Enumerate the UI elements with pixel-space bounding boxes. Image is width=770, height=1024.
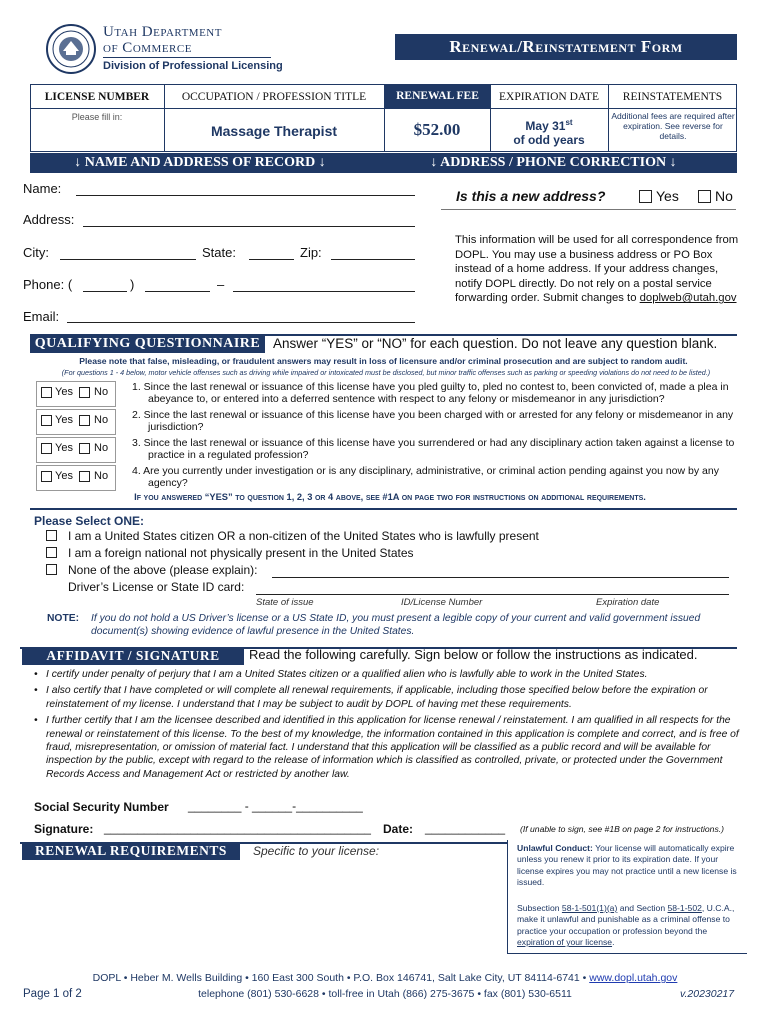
state-of-issue-caption: State of issue xyxy=(256,597,314,608)
affidavit-bullet-3: I further certify that I am the licensee described and identified in this application for license renewal / reinstatement. I am qualified in all respects for the renewal or reinstatement of this license. To the best of my knowledge, the information contained in this application is complete and correct, and is free of fraud, misrepresentation, or omission of material fact. I understand that this application will be classified as a public record and will be available for inspection by the public, except with regard to the release of information which is classified as controlled, private, or protected under the Government Records Access and Management Act or restricted by another law. xyxy=(46,715,739,780)
q1-yes-label: Yes xyxy=(55,386,73,398)
footer-website-link[interactable]: www.dopl.utah.gov xyxy=(589,972,678,984)
reinstatement-note: Additional fees are required after expiration. See reverse for details. xyxy=(611,111,735,141)
affidavit-instruction: Read the following carefully. Sign below or follow the instructions as indicated. xyxy=(249,647,698,662)
q3-no-checkbox[interactable] xyxy=(79,443,90,454)
q4-yes-checkbox[interactable] xyxy=(41,471,52,482)
note-text: If you do not hold a US Driver’s license or a US State ID, you must present a legible copy of your current and valid government issued document(s) showing evidence of lawful presence in the United States. xyxy=(91,613,701,637)
question-row-1 xyxy=(36,381,741,409)
question-row-2 xyxy=(36,409,741,437)
phone-paren: ) xyxy=(130,277,135,292)
new-address-no-checkbox[interactable] xyxy=(698,190,711,203)
question-2-text: 2. Since the last renewal or issuance of this license have you been charged with or arrested for any felony or misdemeanor in any jurisdiction? xyxy=(132,409,734,433)
option-citizen-label: I am a United States citizen OR a non-citizen of the United States who is lawfully present xyxy=(68,529,539,543)
questionnaire-warning: Please note that false, misleading, or fraudulent answers may result in loss of licensure and/or criminal prosecution and are subject to random audit. xyxy=(79,356,688,366)
correction-email-link[interactable]: doplweb@utah.gov xyxy=(639,292,737,305)
q2-yes-checkbox[interactable] xyxy=(41,415,52,426)
if-yes-note: If you answered “YES” to question 1, 2, 3 or 4 above, see #1A on page two for instructions on additional requirements. xyxy=(134,492,646,502)
question-row-3 xyxy=(36,437,741,465)
footer-phones: telephone (801) 530-6628 • toll-free in Utah (866) 275-3675 • fax (801) 530-6511 xyxy=(198,988,572,1000)
org-line1: Utah Department xyxy=(103,24,222,40)
subsection-p1: Subsection xyxy=(517,903,562,913)
affidavit-bullet-2: I also certify that I have completed or will complete all renewal requirements, if applicable, including those specified below before the expiration or reinstatement of my license. I understand that I may be subject to audit by DOPL of having met these requirements. xyxy=(46,685,708,710)
state-seal-logo xyxy=(46,24,96,74)
zip-label: Zip: xyxy=(300,245,322,260)
col-expiration-date: EXPIRATION DATE xyxy=(499,91,599,103)
subsection-p3: , U.C.A., make it unlawful and punishable as a criminal offense to practice your occupation or profession beyond the xyxy=(517,903,735,936)
q3-no-label: No xyxy=(94,442,109,454)
subsection-link-1[interactable]: 58-1-501(1)(a) xyxy=(561,903,618,913)
requirements-heading: RENEWAL REQUIREMENTS xyxy=(22,842,240,860)
new-address-yes-label: Yes xyxy=(656,188,679,204)
correction-box xyxy=(441,209,736,210)
col-license-number: LICENSE NUMBER xyxy=(44,91,150,103)
address-correction-bar: ↓ ADDRESS / PHONE CORRECTION ↓ xyxy=(370,153,737,173)
question-3-text: 3. Since the last renewal or issuance of this license have you surrendered or had any disciplinary action taken against a license to practice in a regulated profession? xyxy=(132,437,735,461)
new-address-yes-checkbox[interactable] xyxy=(639,190,652,203)
org-name xyxy=(103,24,222,56)
correction-info xyxy=(455,233,747,306)
affidavit-heading: AFFIDAVIT / SIGNATURE xyxy=(22,647,244,665)
questionnaire-note: (For questions 1 - 4 below, motor vehicle offenses such as driving while impaired or intoxicated must be disclosed, but minor traffic offenses such as parking or speeding violations do not need to be listed.) xyxy=(61,368,711,377)
phone-label: Phone: ( xyxy=(23,277,73,292)
phone-prefix-field[interactable] xyxy=(145,291,210,292)
form-version: v.20230217 xyxy=(680,988,735,1000)
date-label: Date: xyxy=(383,822,414,836)
select-one-heading: Please Select ONE: xyxy=(34,514,145,528)
expiration-caption: Expiration date xyxy=(596,597,660,608)
expiration-value xyxy=(490,116,608,147)
state-field[interactable] xyxy=(249,259,294,260)
unlawful-conduct-text xyxy=(517,843,744,889)
option-none-label: None of the above (please explain): xyxy=(68,563,258,577)
footer-address-text: DOPL • Heber M. Wells Building • 160 East 300 South • P.O. Box 146741, Salt Lake City, UT 84114-6741 • xyxy=(92,972,590,984)
requirements-specific: Specific to your license: xyxy=(253,844,380,858)
requirements-area[interactable] xyxy=(22,862,502,952)
form-title: Renewal/Reinstatement Form xyxy=(395,34,737,60)
expiration-line1: May 31 xyxy=(525,119,566,133)
signature-field[interactable]: ________________________________________ xyxy=(104,821,371,835)
id-number-caption: ID/License Number xyxy=(401,597,483,608)
division-name: Division of Professional Licensing xyxy=(103,60,283,72)
phone-number-field[interactable] xyxy=(233,291,415,292)
q2-no-checkbox[interactable] xyxy=(79,415,90,426)
q4-no-label: No xyxy=(94,470,109,482)
license-number-hint: Please fill in: xyxy=(71,112,123,122)
lawful-presence-note xyxy=(47,612,737,638)
col-renewal-fee: RENEWAL FEE xyxy=(385,85,490,108)
address-field[interactable] xyxy=(83,226,415,227)
expiration-sup: st xyxy=(565,118,573,127)
question-row-4 xyxy=(36,465,741,493)
option-foreign-checkbox[interactable] xyxy=(46,547,57,558)
subsection-p4: . xyxy=(612,937,615,948)
note-label: NOTE: xyxy=(47,613,80,624)
q2-yes-label: Yes xyxy=(55,414,73,426)
option-foreign-label: I am a foreign national not physically present in the United States xyxy=(68,546,414,560)
q2-no-label: No xyxy=(94,414,109,426)
fee-value: $52.00 xyxy=(413,120,461,139)
q3-yes-label: Yes xyxy=(55,442,73,454)
col-occupation: OCCUPATION / PROFESSION TITLE xyxy=(181,91,367,103)
subsection-text xyxy=(517,903,744,949)
q1-yes-checkbox[interactable] xyxy=(41,387,52,398)
email-field[interactable] xyxy=(67,322,415,323)
address-label: Address: xyxy=(23,212,75,227)
subsection-p2: and Section xyxy=(617,903,668,913)
signature-label: Signature: xyxy=(34,822,94,836)
expiration-line2: of odd years xyxy=(513,133,585,147)
date-field[interactable]: ____________ xyxy=(425,821,506,835)
occupation-value: Massage Therapist xyxy=(210,123,338,139)
q4-yes-label: Yes xyxy=(55,470,73,482)
ssn-label: Social Security Number xyxy=(34,800,169,814)
option-none-checkbox[interactable] xyxy=(46,564,57,575)
q1-no-checkbox[interactable] xyxy=(79,387,90,398)
questionnaire-instruction: Answer “YES” or “NO” for each question. Do not leave any question blank. xyxy=(273,336,718,351)
new-address-question: Is this a new address? xyxy=(456,188,606,204)
none-explain-field[interactable] xyxy=(272,577,729,578)
new-address-no-label: No xyxy=(715,188,733,204)
name-field[interactable] xyxy=(76,195,415,196)
drivers-license-label: Driver’s License or State ID card: xyxy=(68,580,245,594)
questionnaire-heading: QUALIFYING QUESTIONNAIRE xyxy=(30,334,265,353)
subsection-link-2[interactable]: 58-1-502 xyxy=(667,903,702,913)
phone-area-field[interactable] xyxy=(83,291,127,292)
city-field[interactable] xyxy=(60,259,196,260)
option-citizen-checkbox[interactable] xyxy=(46,530,57,541)
correction-info-text: This information will be used for all correspondence from DOPL. You may use a business address or PO Box instead of a home address. If your address changes, notify DOPL directly. Do not rely on a postal service forwarding order. Submit changes to xyxy=(455,234,739,305)
question-1-text: 1. Since the last renewal or issuance of this license have you pled guilty to, pled no contest to, been convicted of, made a plea in abeyance to, or entered into a deferred sentence with respect to any felony or misdemeanor in any jurisdiction? xyxy=(132,381,729,405)
name-address-bar: ↓ NAME AND ADDRESS OF RECORD ↓ xyxy=(30,153,370,173)
license-number-field[interactable] xyxy=(31,109,163,151)
affidavit-bullets: • I certify under penalty of perjury that I am a United States citizen or a qualified alien who is lawfully able to work in the United States. • I also certify that I have completed or will complete all renewal requirements, if applicable, including those specified below before the expiration or reinstatement of my license. I understand that I may be subject to audit by DOPL of having met these requirements. • I further certify that I am the licensee described and identified in this application for license renewal / reinstatement. I am qualified in all respects for the renewal or reinstatement of this license. To the best of my knowledge, the information contained in this application is complete and correct, and is free of fraud, misrepresentation, or omission of material fact. I understand that this application will be classified as a public record and will be available for inspection by the public, except with regard to the release of information which is classified as controlled, private, or protected under the Government Records Access and Management Act or restricted by another law. xyxy=(34,668,750,781)
email-label: Email: xyxy=(23,309,60,324)
unlawful-body: Your license will automatically expire unless you renew it prior to its expiration date. If your license expires you may not practice until a new license is issued. xyxy=(517,843,737,888)
q3-yes-checkbox[interactable] xyxy=(41,443,52,454)
footer-address xyxy=(20,972,750,984)
zip-field[interactable] xyxy=(331,259,415,260)
page-number: Page 1 of 2 xyxy=(23,988,82,1000)
unable-to-sign-note: (If unable to sign, see #1B on page 2 for instructions.) xyxy=(520,824,724,834)
q4-no-checkbox[interactable] xyxy=(79,471,90,482)
affidavit-bullet-1: I certify under penalty of perjury that I am a United States citizen or a qualified alien who is lawfully able to work in the United States. xyxy=(46,669,648,680)
phone-dash: – xyxy=(217,277,225,292)
drivers-license-field[interactable] xyxy=(256,594,729,595)
org-line2: of Commerce xyxy=(103,40,192,56)
state-label: State: xyxy=(202,245,236,260)
col-reinstatements: REINSTATEMENTS xyxy=(622,91,723,103)
unlawful-title: Unlawful Conduct: xyxy=(517,843,593,853)
ssn-field[interactable]: ________ - ______-__________ xyxy=(188,799,363,813)
subsection-link-3[interactable]: expiration of your license xyxy=(517,937,613,948)
name-label: Name: xyxy=(23,181,62,196)
city-label: City: xyxy=(23,245,49,260)
question-4-text: 4. Are you currently under investigation or is any disciplinary, administrative, or criminal action pending against you now by any agency? xyxy=(132,465,719,489)
q1-no-label: No xyxy=(94,386,109,398)
